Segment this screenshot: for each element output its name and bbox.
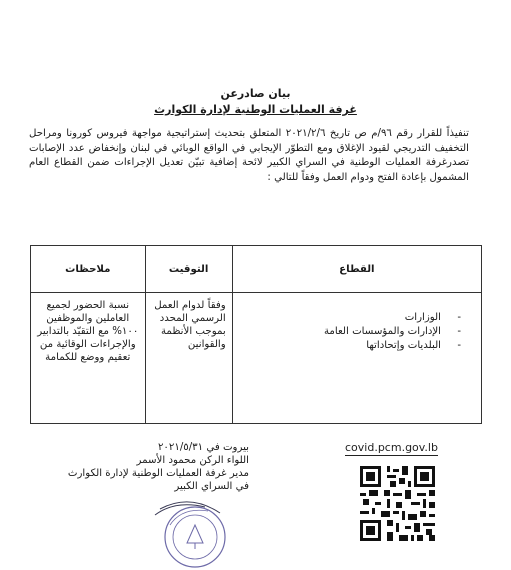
body-paragraph: تنفيذاً للقرار رقم ٩٦/م ص تاريخ ٢٠٢١/٢/٦ المتعلق بتحديث إستراتيجية مواجهة فيروس كورونا ومراحل التخفيف التدريجي لقيود الإغلاق ومع التطوّر الإيجابي في الواقع الوبائي في لبنان وإنخفاض عدد الإصابات تصدرغرفة العمليات الوطنية في السراي الكبير لائحة إضافية تبيّن تعديل الإجراءات ضمن القطاع العام المشمول بإعادة الفتح ودوام العمل وفقاً للتالي : <box>29 128 469 183</box>
table-header-row <box>31 246 482 293</box>
list-item: - الإدارات والمؤسسات العامة <box>239 325 467 338</box>
list-item: - الوزارات <box>239 311 467 324</box>
signatory-name: اللواء الركن محمود الأسمر <box>136 455 249 466</box>
notes-cell: نسبة الحضور لجميع العاملين والموظفين ١٠٠% مع التقيّد بالتدابير والإجراءات الوقائية من تعقيم ووضع للكمامة <box>31 293 146 424</box>
official-seal <box>150 495 235 570</box>
sector-list <box>239 311 475 352</box>
list-item: - البلديات وإتحاداتها <box>239 339 467 352</box>
cedar-icon <box>187 525 203 543</box>
seal-inner-ring <box>173 515 217 559</box>
header-timing: التوقيت <box>145 246 232 293</box>
signatory-location: في السراي الكبير <box>174 481 249 492</box>
table-row <box>31 293 482 424</box>
sectors-table <box>30 245 482 424</box>
seal-script-arc <box>170 510 208 525</box>
issuer-title: غرفة العمليات الوطنية لإدارة الكوارث <box>154 103 357 116</box>
header-sector: القطاع <box>232 246 481 293</box>
statement-title: بيان صادرعن <box>220 87 291 100</box>
seal-outer-ring <box>165 507 225 567</box>
signatory-title: مدير غرفة العمليات الوطنية لإدارة الكوارث <box>67 468 249 479</box>
signature-date: بيروت في ٢٠٢١/٥/٣١ <box>157 442 249 453</box>
sector-cell <box>232 293 481 424</box>
qr-code <box>360 466 435 541</box>
website-link[interactable]: covid.pcm.gov.lb <box>345 441 438 454</box>
timing-cell: وفقاً لدوام العمل الرسمي المحدد بموجب الأنظمة والقوانين <box>145 293 232 424</box>
header-notes: ملاحظات <box>31 246 146 293</box>
